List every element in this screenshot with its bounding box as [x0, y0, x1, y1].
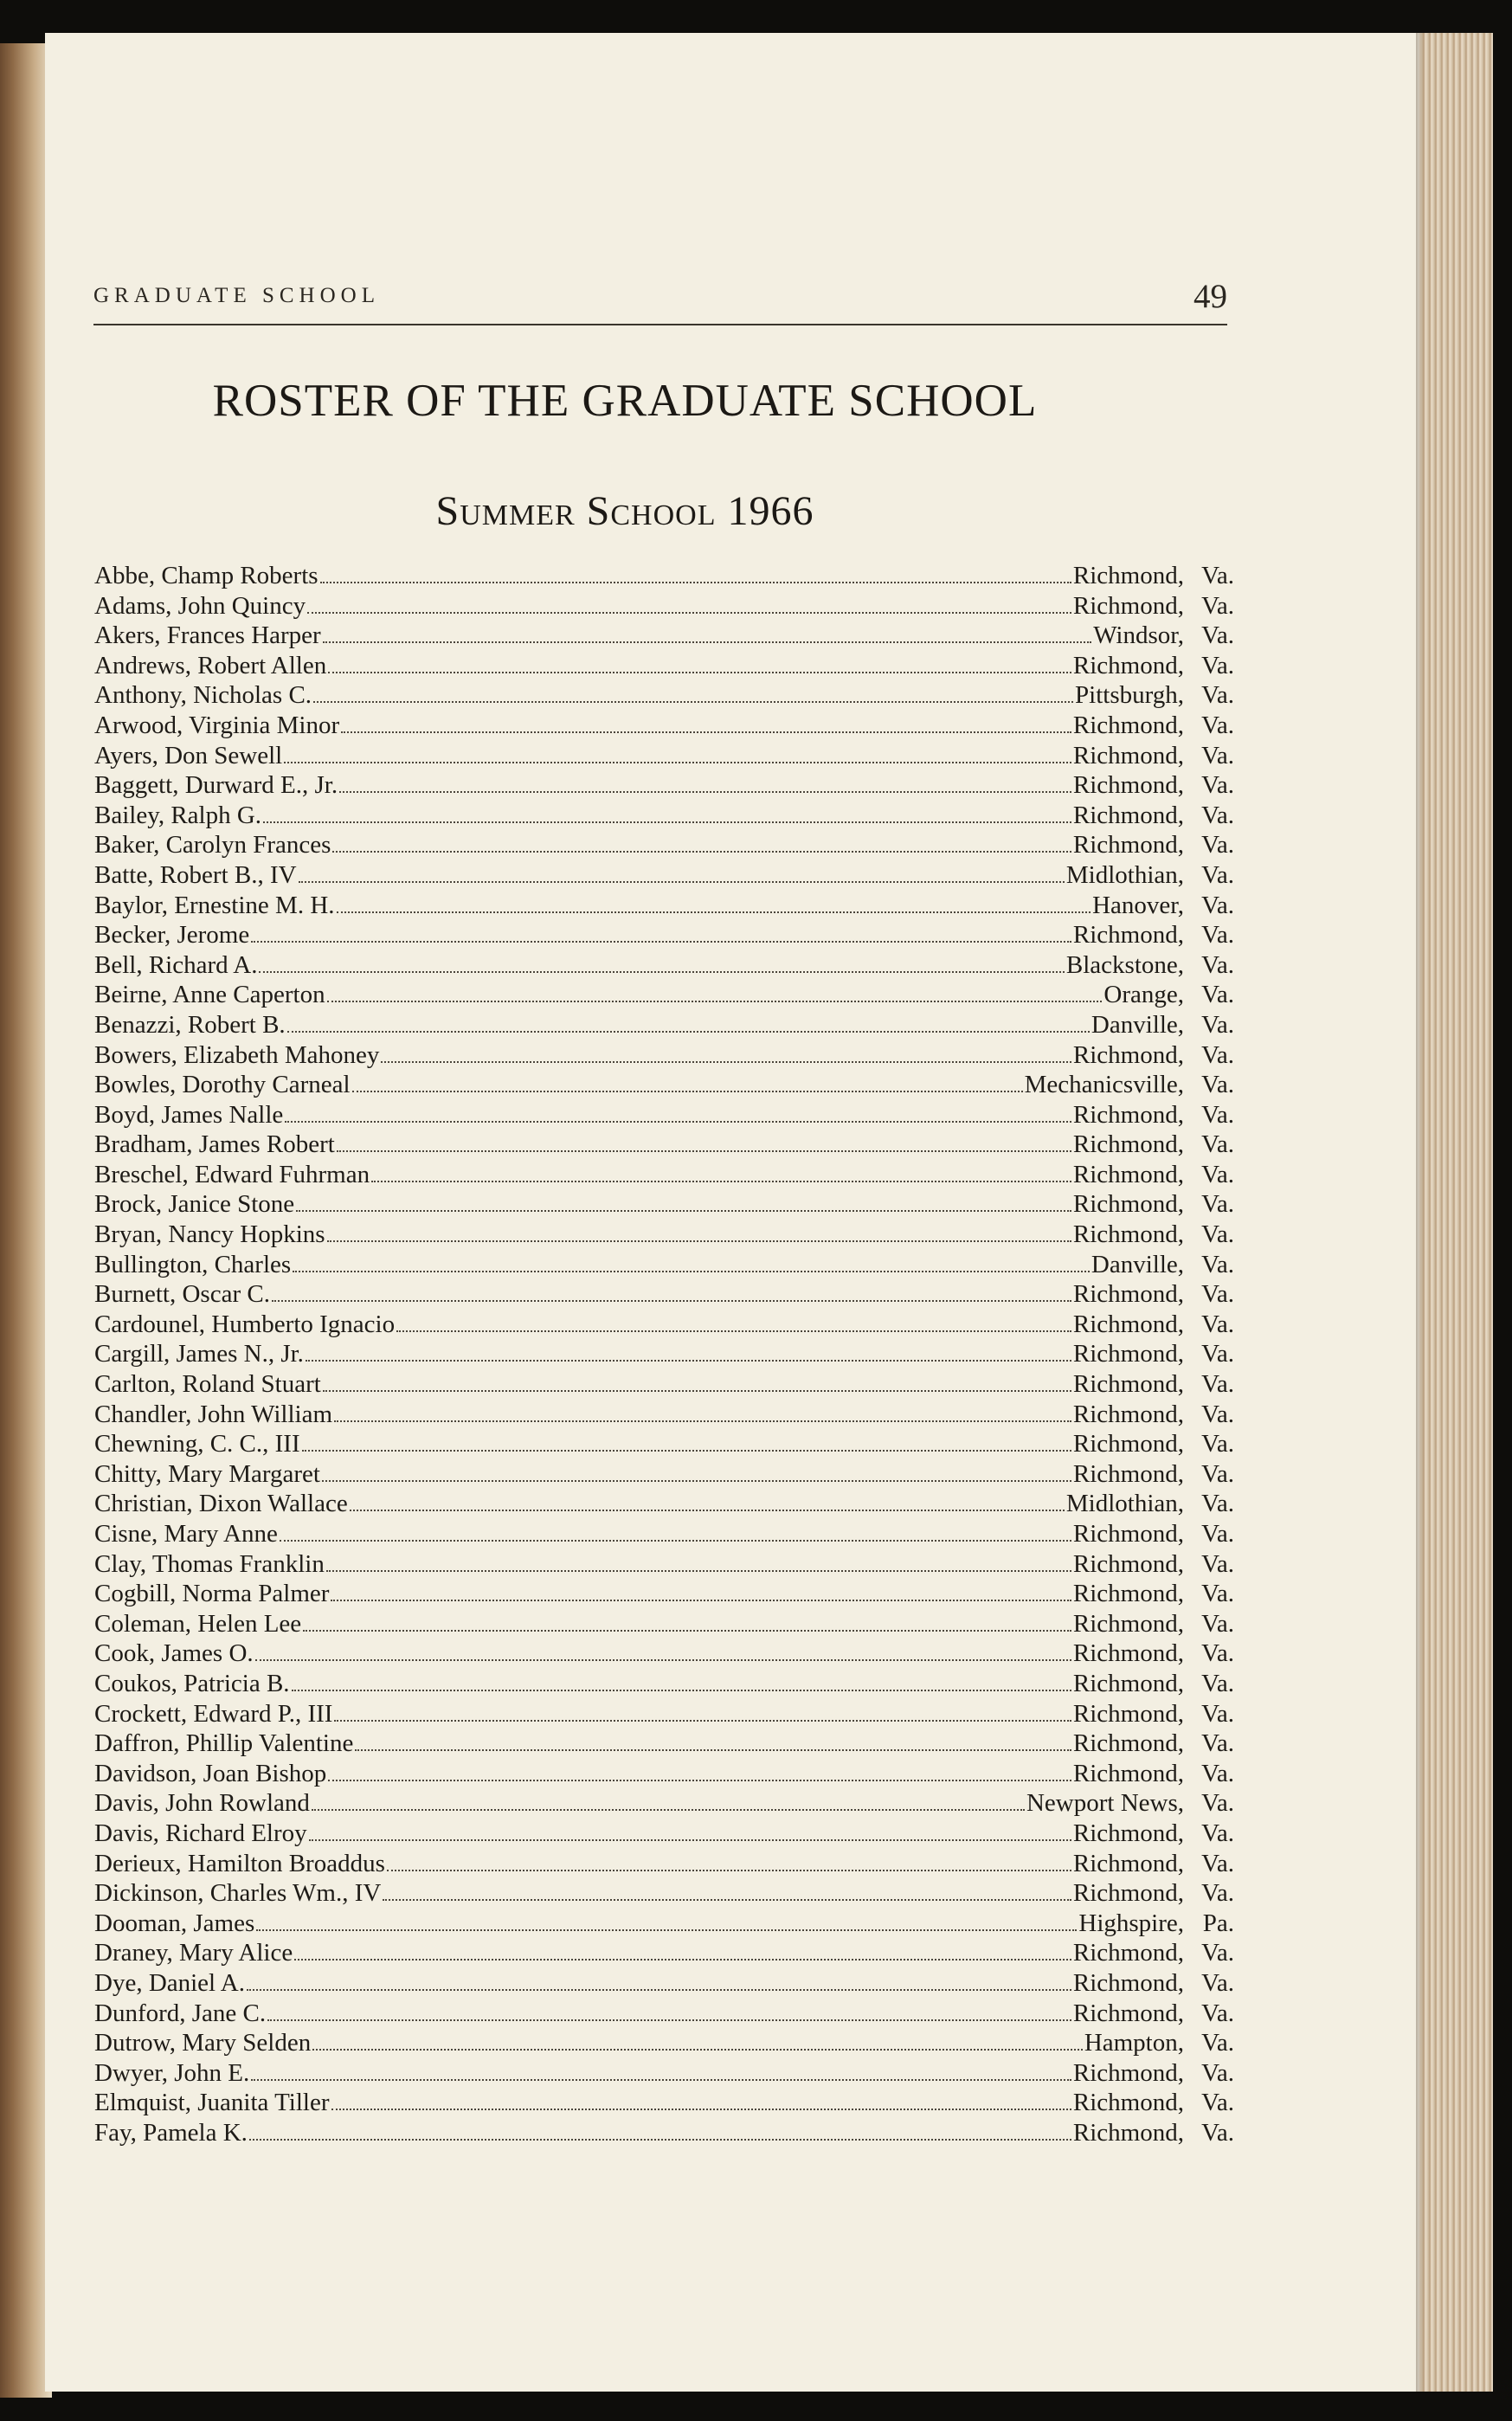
roster-entry-name: Bowers, Elizabeth Mahoney	[94, 1040, 380, 1069]
roster-entry-name: Akers, Frances Harper	[94, 621, 321, 650]
dot-leader	[350, 1506, 1065, 1511]
dot-leader	[247, 1986, 1071, 1991]
dot-leader	[396, 1327, 1071, 1332]
roster-entry-name: Bradham, James Robert	[94, 1130, 335, 1159]
roster-entry	[94, 1519, 1234, 1549]
roster-entry	[94, 1788, 1234, 1819]
roster-entry-name: Cook, James O.	[94, 1639, 254, 1668]
dot-leader	[371, 1177, 1071, 1182]
dot-leader	[381, 1058, 1071, 1063]
roster-entry-name: Coukos, Patricia B.	[94, 1669, 290, 1697]
page-title: ROSTER OF THE GRADUATE SCHOOL	[212, 376, 1038, 426]
roster-entry-city: Richmond,	[1072, 1160, 1184, 1188]
roster-entry	[94, 1579, 1234, 1609]
roster-entry	[94, 891, 1234, 921]
dot-leader	[323, 1387, 1071, 1392]
dot-leader	[332, 847, 1071, 853]
roster-entry-name: Carlton, Roland Stuart	[94, 1370, 321, 1399]
roster-entry	[94, 770, 1234, 801]
roster-entry	[94, 980, 1234, 1010]
roster-entry-city: Richmond,	[1072, 1459, 1184, 1488]
roster-entry-state: Va.	[1201, 1071, 1234, 1099]
roster-entry-state: Va.	[1201, 591, 1234, 620]
roster-entry-name: Bryan, Nancy Hopkins	[94, 1220, 325, 1249]
roster-entry	[94, 1878, 1234, 1909]
roster-entry-state: Va.	[1201, 831, 1234, 860]
roster-entry-city: Richmond,	[1072, 771, 1184, 800]
running-head-title: GRADUATE SCHOOL	[93, 284, 380, 307]
book-binding-edge	[0, 43, 52, 2398]
roster-entry-city: Richmond,	[1072, 1310, 1184, 1338]
roster-entry-state: Va.	[1201, 981, 1234, 1009]
roster-entry-city: Blackstone,	[1065, 950, 1184, 979]
roster-entry-name: Dooman, James	[94, 1909, 255, 1937]
roster-entry	[94, 1010, 1234, 1040]
roster-entry-state: Va.	[1201, 1010, 1234, 1039]
roster-entry-state: Va.	[1201, 1130, 1234, 1159]
roster-entry-city: Richmond,	[1072, 1669, 1184, 1697]
roster-entry	[94, 1699, 1234, 1729]
roster-entry-state: Va.	[1201, 1609, 1234, 1638]
dot-leader	[267, 2016, 1071, 2021]
roster-entry-name: Davis, John Rowland	[94, 1789, 310, 1818]
roster-entry-city: Pittsburgh,	[1075, 681, 1184, 710]
roster-entry-name: Baggett, Durward E., Jr.	[94, 771, 338, 800]
roster-entry-name: Dutrow, Mary Selden	[94, 2029, 312, 2057]
roster-entry	[94, 1459, 1234, 1490]
roster-entry-state: Va.	[1201, 681, 1234, 710]
dot-leader	[272, 1297, 1071, 1302]
roster-entry-city: Richmond,	[1072, 562, 1184, 589]
roster-entry	[94, 741, 1234, 771]
dot-leader	[251, 937, 1071, 943]
roster-entry-city: Richmond,	[1072, 1609, 1184, 1638]
roster-entry-city: Richmond,	[1072, 1639, 1184, 1668]
roster-entry-city: Richmond,	[1072, 1130, 1184, 1159]
roster-entry-name: Boyd, James Nalle	[94, 1100, 284, 1129]
roster-entry-name: Abbe, Champ Roberts	[94, 562, 318, 589]
roster-entry-name: Draney, Mary Alice	[94, 1939, 293, 1967]
roster-entry-name: Burnett, Oscar C.	[94, 1280, 270, 1309]
roster-entry-city: Richmond,	[1072, 1190, 1184, 1219]
roster-entry	[94, 651, 1234, 681]
roster-entry-name: Andrews, Robert Allen	[94, 651, 327, 679]
roster-entry-name: Chandler, John William	[94, 1400, 333, 1428]
roster-entry-name: Chitty, Mary Margaret	[94, 1459, 320, 1488]
dot-leader	[249, 2135, 1071, 2141]
roster-entry-city: Richmond,	[1072, 1580, 1184, 1608]
roster-entry-city: Richmond,	[1072, 1819, 1184, 1847]
roster-entry-state: Va.	[1201, 1370, 1234, 1399]
roster-entry-state: Va.	[1201, 2058, 1234, 2087]
page-subtitle: Summer School 1966	[435, 488, 814, 534]
dot-leader	[256, 1926, 1077, 1931]
roster-entry-city: Windsor,	[1093, 621, 1184, 650]
page-stack-edge	[1419, 33, 1493, 2392]
roster-entry-state: Va.	[1201, 1789, 1234, 1818]
roster-entry-state: Va.	[1201, 562, 1234, 589]
roster-entry-city: Richmond,	[1072, 2058, 1184, 2087]
roster-entry-city: Orange,	[1103, 981, 1184, 1009]
roster-entry	[94, 860, 1234, 891]
roster-entry-city: Richmond,	[1072, 1849, 1184, 1877]
roster-entry-name: Baker, Carolyn Frances	[94, 831, 331, 860]
roster-entry	[94, 2058, 1234, 2089]
roster-entry-state: Va.	[1201, 621, 1234, 650]
roster-entry-name: Bailey, Ralph G.	[94, 801, 262, 829]
roster-entry-state: Va.	[1201, 1580, 1234, 1608]
roster-entry	[94, 1369, 1234, 1400]
roster-entry-name: Cardounel, Humberto Ignacio	[94, 1310, 396, 1338]
roster-entry-city: Richmond,	[1072, 1220, 1184, 1249]
dot-leader	[355, 1746, 1071, 1751]
roster-entry-city: Richmond,	[1072, 921, 1184, 950]
roster-entry-state: Va.	[1201, 1250, 1234, 1278]
roster-entry	[94, 1968, 1234, 1999]
roster-entry-state: Va.	[1201, 1939, 1234, 1967]
roster-entry-name: Fay, Pamela K.	[94, 2118, 248, 2147]
roster-entry	[94, 1339, 1234, 1369]
dot-leader	[352, 1087, 1023, 1092]
roster-entry-state: Va.	[1201, 801, 1234, 829]
roster-entry-city: Richmond,	[1072, 1879, 1184, 1908]
roster-entry	[94, 1400, 1234, 1430]
roster-entry	[94, 1909, 1234, 1939]
dot-leader	[293, 1267, 1090, 1272]
page-gutter-shadow	[1416, 33, 1425, 2392]
roster-entry-city: Richmond,	[1072, 741, 1184, 769]
roster-entry-state: Va.	[1201, 950, 1234, 979]
dot-leader	[251, 2076, 1071, 2081]
roster-entry-city: Richmond,	[1072, 1520, 1184, 1548]
roster-entry-state: Va.	[1201, 1759, 1234, 1787]
dot-leader	[328, 668, 1071, 673]
dot-leader	[259, 968, 1064, 973]
roster-entry	[94, 1130, 1234, 1160]
dot-leader	[312, 2045, 1083, 2051]
dot-leader	[287, 1027, 1090, 1033]
dot-leader	[327, 997, 1103, 1002]
roster-entry-city: Newport News,	[1026, 1789, 1184, 1818]
roster-entry-state: Va.	[1201, 1280, 1234, 1309]
roster-entry-state: Va.	[1201, 651, 1234, 679]
dot-leader	[337, 1147, 1071, 1152]
roster-entry-city: Hanover,	[1092, 891, 1184, 919]
dot-leader	[334, 1716, 1071, 1722]
roster-entry-name: Crockett, Edward P., III	[94, 1699, 333, 1728]
roster-entry-city: Mechanicsville,	[1024, 1071, 1184, 1099]
dot-leader	[312, 1806, 1025, 1811]
roster-entry-state: Va.	[1201, 2118, 1234, 2147]
dot-leader	[294, 1955, 1071, 1961]
roster-entry-city: Richmond,	[1072, 711, 1184, 739]
roster-entry-name: Adams, John Quincy	[94, 591, 306, 620]
roster-entry-city: Richmond,	[1072, 1340, 1184, 1368]
roster-entry	[94, 1310, 1234, 1340]
roster-entry-city: Richmond,	[1072, 1968, 1184, 1997]
roster-entry-state: Va.	[1201, 1100, 1234, 1129]
roster-entry-city: Richmond,	[1072, 1280, 1184, 1309]
roster-entry-state: Va.	[1201, 1160, 1234, 1188]
roster-entry-name: Benazzi, Robert B.	[94, 1010, 286, 1039]
dot-leader	[284, 758, 1071, 763]
dot-leader	[299, 878, 1065, 883]
roster-entry-city: Richmond,	[1072, 1100, 1184, 1129]
roster-entry-state: Va.	[1201, 1040, 1234, 1069]
roster-entry-city: Richmond,	[1072, 831, 1184, 860]
roster-entry-name: Elmquist, Juanita Tiller	[94, 2089, 330, 2117]
roster-entry-city: Richmond,	[1072, 2118, 1184, 2147]
roster-entry-city: Richmond,	[1072, 1549, 1184, 1578]
roster-entry-city: Midlothian,	[1065, 860, 1184, 889]
roster-entry-state: Va.	[1201, 1490, 1234, 1518]
roster-entry	[94, 1639, 1234, 1669]
roster-entry	[94, 1429, 1234, 1459]
roster-entry-name: Cogbill, Norma Palmer	[94, 1580, 330, 1608]
roster-entry-city: Richmond,	[1072, 1370, 1184, 1399]
roster-entry-state: Va.	[1201, 860, 1234, 889]
dot-leader	[322, 1477, 1071, 1482]
dot-leader	[331, 1596, 1071, 1601]
roster-entry	[94, 680, 1234, 711]
roster-entry-state: Va.	[1201, 2089, 1234, 2117]
roster-entry	[94, 1040, 1234, 1071]
roster-entry	[94, 711, 1234, 741]
roster-entry	[94, 801, 1234, 831]
dot-leader	[307, 608, 1071, 614]
roster-entry-state: Va.	[1201, 1310, 1234, 1338]
roster-entry-name: Davis, Richard Elroy	[94, 1819, 307, 1847]
roster-entry	[94, 920, 1234, 950]
roster-entry	[94, 1819, 1234, 1849]
dot-leader	[387, 1866, 1071, 1871]
roster-entry-name: Coleman, Helen Lee	[94, 1609, 302, 1638]
dot-leader	[327, 1237, 1071, 1242]
roster-entry	[94, 1759, 1234, 1789]
roster-entry-city: Midlothian,	[1065, 1490, 1184, 1518]
roster-entry-state: Va.	[1201, 1520, 1234, 1548]
roster-entry	[94, 1549, 1234, 1580]
roster-entry-city: Richmond,	[1072, 1699, 1184, 1728]
roster-entry-state: Va.	[1201, 1669, 1234, 1697]
roster-entry	[94, 950, 1234, 981]
roster-entry-state: Va.	[1201, 1430, 1234, 1458]
roster-entry-state: Va.	[1201, 921, 1234, 950]
dot-leader	[280, 1536, 1071, 1542]
book-page	[45, 33, 1430, 2392]
dot-leader	[296, 1207, 1071, 1212]
roster-entry-state: Va.	[1201, 2029, 1234, 2057]
roster-entry-state: Va.	[1201, 1639, 1234, 1668]
roster-entry-state: Va.	[1201, 711, 1234, 739]
roster-entry-name: Cargill, James N., Jr.	[94, 1340, 304, 1368]
dot-leader	[326, 1567, 1071, 1572]
dot-leader	[323, 638, 1091, 643]
roster-entry	[94, 2028, 1234, 2058]
roster-entry	[94, 2088, 1234, 2118]
roster-entry	[94, 1849, 1234, 1879]
roster-entry-name: Bullington, Charles	[94, 1250, 292, 1278]
dot-leader	[339, 788, 1071, 793]
dot-leader	[334, 1417, 1071, 1422]
roster-entry-state: Va.	[1201, 1968, 1234, 1997]
roster-entry-city: Richmond,	[1072, 1729, 1184, 1758]
roster-entry-state: Va.	[1201, 1190, 1234, 1219]
roster-entry-name: Dye, Daniel A.	[94, 1968, 245, 1997]
roster-entry	[94, 1669, 1234, 1699]
roster-entry-city: Richmond,	[1072, 2089, 1184, 2117]
roster-entry-name: Derieux, Hamilton Broaddus	[94, 1849, 385, 1877]
roster-entry-name: Becker, Jerome	[94, 921, 250, 950]
roster-entry	[94, 1279, 1234, 1310]
dot-leader	[331, 2105, 1071, 2110]
roster-entry-city: Richmond,	[1072, 1939, 1184, 1967]
roster-entry	[94, 1999, 1234, 2029]
roster-entry-name: Clay, Thomas Franklin	[94, 1549, 325, 1578]
roster-entry-state: Va.	[1201, 1729, 1234, 1758]
dot-leader	[255, 1656, 1071, 1661]
roster-entry-city: Richmond,	[1072, 591, 1184, 620]
roster-entry-city: Richmond,	[1072, 1999, 1184, 2027]
dot-leader	[285, 1117, 1071, 1123]
dot-leader	[292, 1686, 1071, 1691]
roster-entry-name: Davidson, Joan Bishop	[94, 1759, 327, 1787]
roster-entry-city: Richmond,	[1072, 801, 1184, 829]
roster-entry	[94, 830, 1234, 860]
roster-entry-name: Dunford, Jane C.	[94, 1999, 267, 2027]
roster-entry-name: Christian, Dixon Wallace	[94, 1490, 348, 1518]
page-number: 49	[1194, 278, 1227, 315]
roster-entry-name: Anthony, Nicholas C.	[94, 681, 312, 710]
roster-entry-city: Richmond,	[1072, 1040, 1184, 1069]
roster-entry	[94, 1489, 1234, 1519]
roster-entry	[94, 1189, 1234, 1220]
roster-entry-city: Hampton,	[1084, 2029, 1184, 2057]
roster-entry-name: Batte, Robert B., IV	[94, 860, 297, 889]
roster-entry-state: Va.	[1201, 1220, 1234, 1249]
roster-entry-city: Richmond,	[1072, 651, 1184, 679]
roster-entry-name: Daffron, Phillip Valentine	[94, 1729, 354, 1758]
roster-entry	[94, 1609, 1234, 1639]
dot-leader	[328, 1776, 1071, 1781]
roster-list	[94, 561, 1234, 2147]
roster-entry-name: Cisne, Mary Anne	[94, 1520, 278, 1548]
roster-entry-name: Dickinson, Charles Wm., IV	[94, 1879, 382, 1908]
roster-entry-name: Dwyer, John E.	[94, 2058, 250, 2087]
dot-leader	[337, 908, 1091, 913]
roster-entry-state: Va.	[1201, 1459, 1234, 1488]
dot-leader	[320, 578, 1071, 583]
header-rule	[93, 324, 1227, 325]
roster-entry-city: Richmond,	[1072, 1759, 1184, 1787]
dot-leader	[313, 698, 1073, 703]
roster-entry-name: Beirne, Anne Caperton	[94, 981, 325, 1009]
roster-entry-city: Danville,	[1091, 1250, 1184, 1278]
running-head	[93, 277, 1227, 329]
roster-entry-name: Breschel, Edward Fuhrman	[94, 1160, 370, 1188]
roster-entry	[94, 1729, 1234, 1759]
roster-entry-state: Va.	[1201, 891, 1234, 919]
roster-entry-state: Va.	[1201, 1849, 1234, 1877]
roster-entry-state: Va.	[1201, 1819, 1234, 1847]
roster-entry-name: Ayers, Don Sewell	[94, 741, 283, 769]
roster-entry-city: Highspire,	[1078, 1909, 1184, 1937]
dot-leader	[263, 818, 1071, 823]
roster-entry	[94, 1160, 1234, 1190]
roster-entry	[94, 1070, 1234, 1100]
roster-entry	[94, 1100, 1234, 1130]
roster-entry	[94, 1220, 1234, 1250]
roster-entry	[94, 1250, 1234, 1280]
dot-leader	[303, 1626, 1071, 1632]
dot-leader	[302, 1446, 1071, 1452]
roster-entry-city: Richmond,	[1072, 1400, 1184, 1428]
roster-entry-state: Va.	[1201, 1549, 1234, 1578]
roster-entry-city: Danville,	[1091, 1010, 1184, 1039]
roster-entry	[94, 561, 1234, 591]
roster-entry-state: Va.	[1201, 1999, 1234, 2027]
roster-entry	[94, 621, 1234, 651]
roster-entry-state: Va.	[1201, 771, 1234, 800]
roster-entry	[94, 2118, 1234, 2148]
roster-entry-state: Va.	[1201, 1340, 1234, 1368]
roster-entry-state: Va.	[1201, 1699, 1234, 1728]
roster-entry-city: Richmond,	[1072, 1430, 1184, 1458]
roster-entry-state: Va.	[1201, 1400, 1234, 1428]
roster-entry-name: Brock, Janice Stone	[94, 1190, 295, 1219]
roster-entry	[94, 1938, 1234, 1968]
roster-entry-state: Va.	[1201, 1879, 1234, 1908]
dot-leader	[383, 1896, 1071, 1901]
roster-entry	[94, 591, 1234, 621]
roster-entry-name: Bowles, Dorothy Carneal	[94, 1071, 351, 1099]
roster-entry-name: Bell, Richard A.	[94, 950, 258, 979]
roster-entry-name: Chewning, C. C., III	[94, 1430, 300, 1458]
dot-leader	[341, 728, 1071, 733]
dot-leader	[309, 1836, 1071, 1841]
roster-entry-name: Arwood, Virginia Minor	[94, 711, 340, 739]
roster-entry-state: Pa.	[1202, 1909, 1234, 1937]
dot-leader	[306, 1356, 1071, 1362]
roster-entry-state: Va.	[1201, 741, 1234, 769]
roster-entry-name: Baylor, Ernestine M. H.	[94, 891, 335, 919]
